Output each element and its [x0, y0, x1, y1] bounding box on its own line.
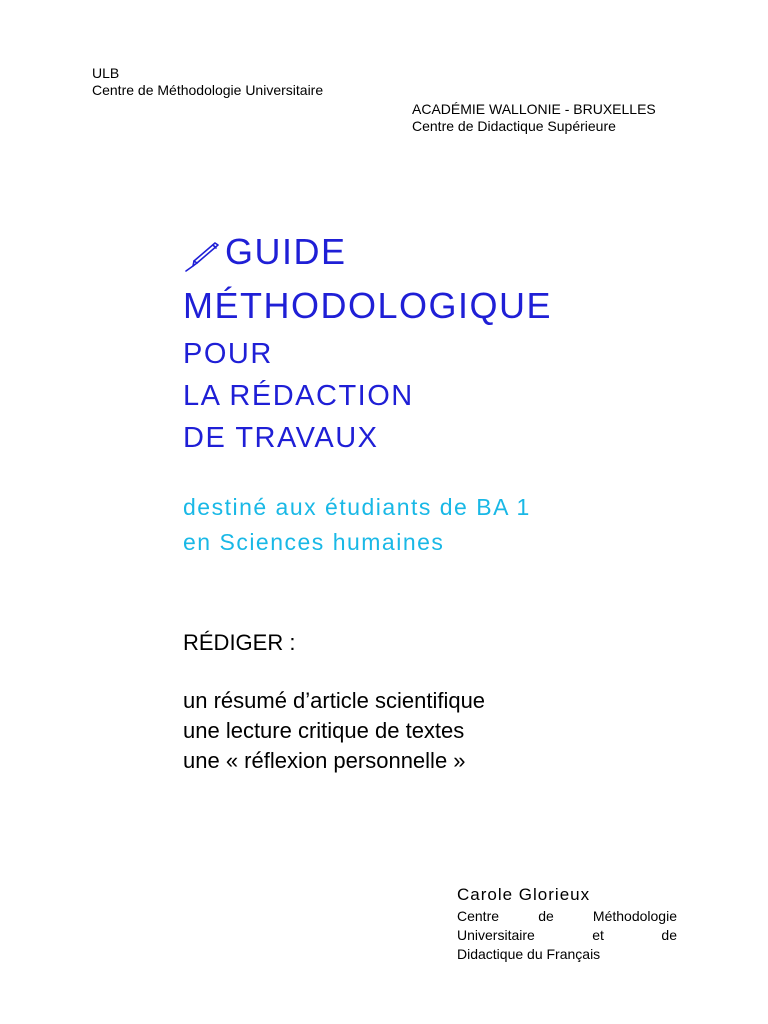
audience-line-1: destiné aux étudiants de BA 1: [183, 494, 531, 520]
task-item: un résumé d’article scientifique: [183, 688, 486, 713]
audience-line-2: en Sciences humaines: [183, 529, 445, 555]
pen-icon: [183, 235, 223, 269]
academie-centre-label: Centre de Didactique Supérieure: [412, 118, 616, 134]
author-affiliation-line-2: Universitaire et de: [457, 927, 677, 943]
ulb-centre-label: Centre de Méthodologie Universitaire: [92, 82, 324, 98]
task-item: une « réflexion personnelle »: [183, 748, 466, 773]
title-line-3: POUR: [183, 338, 273, 370]
ulb-label: ULB: [92, 65, 120, 81]
author-block: [457, 883, 677, 964]
title-line-2: MÉTHODOLOGIQUE: [183, 285, 553, 326]
academie-label: ACADÉMIE WALLONIE - BRUXELLES: [412, 101, 656, 117]
author-affiliation-line-1: Centre de Méthodologie: [457, 908, 677, 924]
rediger-section: [183, 628, 485, 776]
header-academie: [412, 101, 656, 135]
title-line-1: GUIDE: [183, 225, 552, 279]
author-affiliation-line-3: Didactique du Français: [457, 946, 601, 962]
header-ulb: [92, 65, 323, 99]
rediger-heading: RÉDIGER :: [183, 630, 296, 655]
document-title: [183, 225, 552, 459]
task-item: une lecture critique de textes: [183, 718, 465, 743]
title-line-4: LA RÉDACTION: [183, 380, 414, 412]
title-line-5: DE TRAVAUX: [183, 422, 379, 454]
author-name: Carole Glorieux: [457, 885, 591, 904]
audience-subtitle: [183, 490, 531, 560]
